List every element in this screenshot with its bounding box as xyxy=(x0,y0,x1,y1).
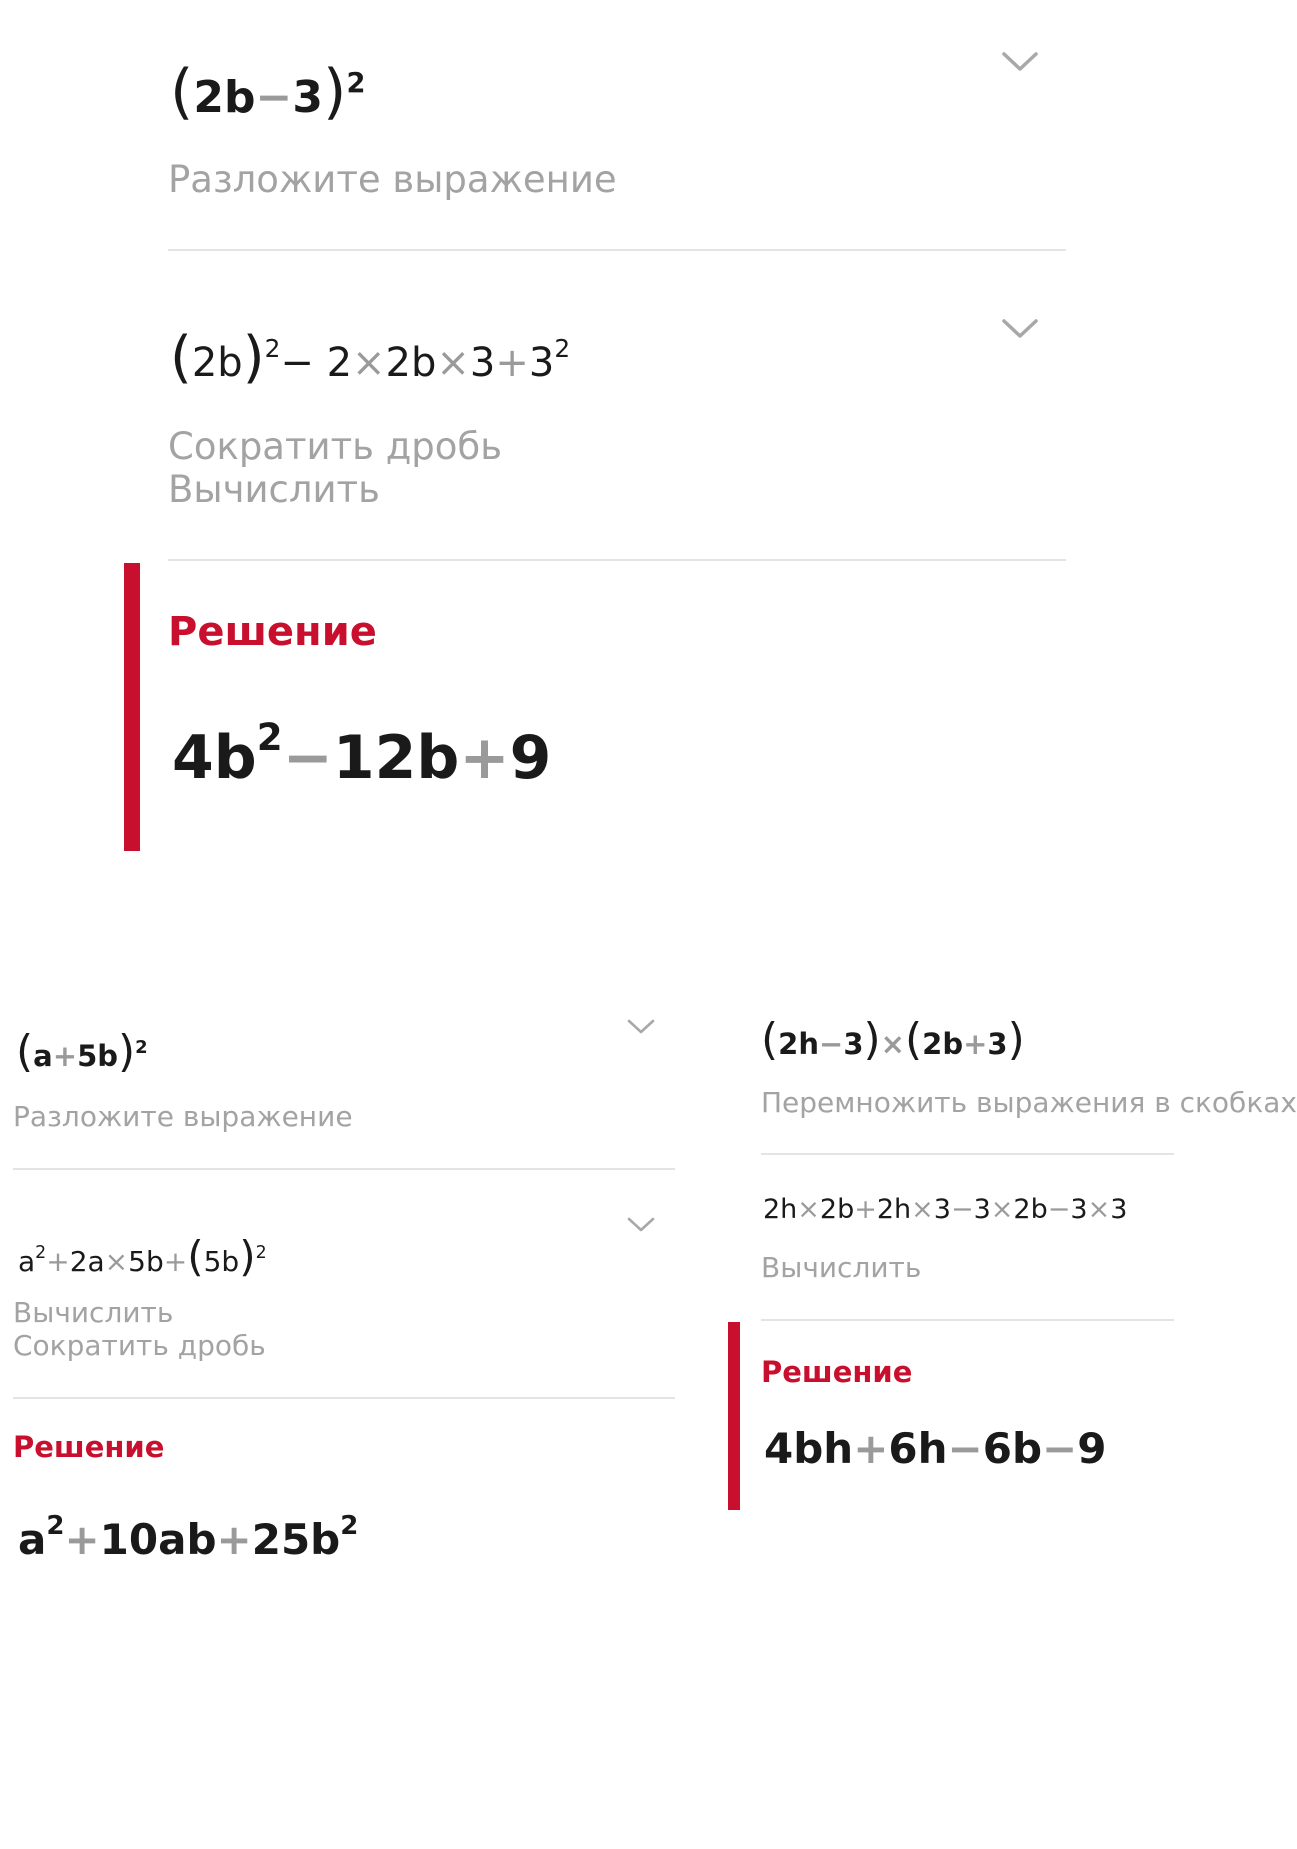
solution-expression: a2+10ab+25b2 xyxy=(18,1511,359,1564)
left-solution-card xyxy=(0,960,690,1600)
top-step2-expression[interactable]: (2b)2− 2×2b×3+32 xyxy=(170,325,571,390)
solution-expression: 4b2−12b+9 xyxy=(172,715,552,793)
divider xyxy=(761,1153,1174,1155)
chevron-down-icon[interactable] xyxy=(627,1018,655,1036)
divider xyxy=(168,249,1066,251)
step-hint[interactable]: Разложите выражение xyxy=(13,1100,353,1133)
step-hint[interactable]: Вычислить xyxy=(13,1296,174,1329)
exponent: 2 xyxy=(346,67,366,99)
top-solution-card xyxy=(0,0,1174,880)
left-step2-expression[interactable]: a2+2a×5b+(5b)2 xyxy=(18,1232,267,1281)
right-solution-card xyxy=(725,960,1297,1520)
solution-accent-bar xyxy=(124,563,140,851)
right-step1-expression[interactable]: (2h−3)×(2b+3) xyxy=(761,1014,1025,1065)
step-hint[interactable]: Разложите выражение xyxy=(168,158,617,201)
divider xyxy=(761,1319,1174,1321)
divider xyxy=(13,1168,675,1170)
solution-accent-bar xyxy=(728,1322,740,1510)
left-step1-expression[interactable]: (a+5b)2 xyxy=(16,1026,148,1077)
divider xyxy=(168,559,1066,561)
step-hint[interactable]: Вычислить xyxy=(761,1251,922,1284)
solution-label: Решение xyxy=(761,1355,913,1389)
divider xyxy=(13,1397,675,1399)
step-hint[interactable]: Перемножить выражения в скобках xyxy=(761,1086,1297,1119)
right-step2-expression[interactable]: 2h×2b+2h×3−3×2b−3×3 xyxy=(763,1194,1128,1225)
step-hint[interactable]: Сократить дробь xyxy=(168,425,503,468)
step-hint[interactable]: Сократить дробь xyxy=(13,1329,266,1362)
solution-expression: 4bh+6h−6b−9 xyxy=(764,1424,1107,1473)
solution-label: Решение xyxy=(13,1430,165,1464)
chevron-down-icon[interactable] xyxy=(1001,317,1039,341)
step-hint[interactable]: Вычислить xyxy=(168,468,380,511)
solution-label: Решение xyxy=(168,609,377,655)
top-step1-expression[interactable]: (2b−3)2 xyxy=(170,57,366,127)
chevron-down-icon[interactable] xyxy=(1001,50,1039,74)
chevron-down-icon[interactable] xyxy=(627,1216,655,1234)
